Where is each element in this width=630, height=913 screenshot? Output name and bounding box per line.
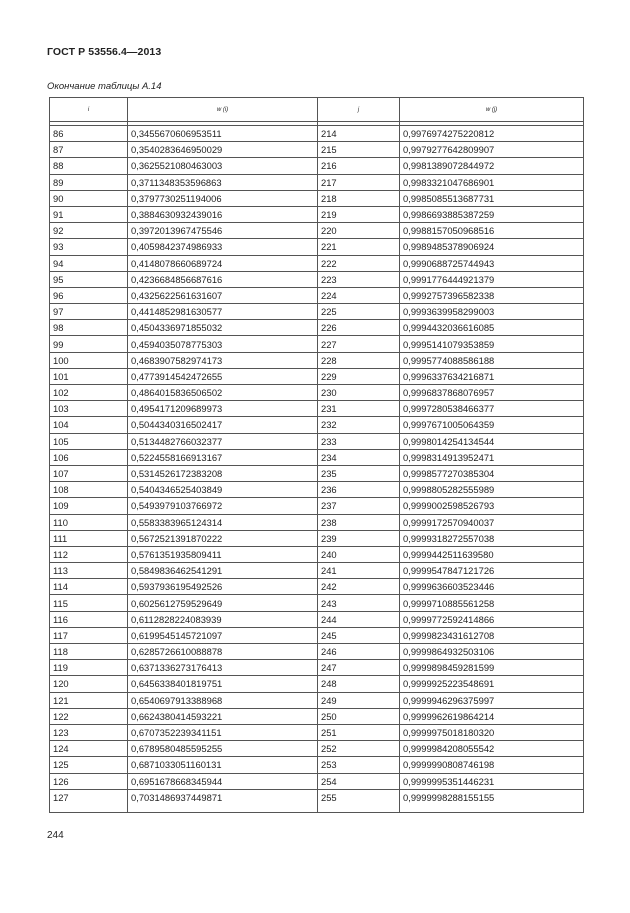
cell-wj: 0,9989485378906924 [400,239,584,255]
cell-i: 117 [50,627,128,643]
cell-wi: 0,3540283646950029 [128,142,318,158]
table-row [50,627,584,643]
cell-wj: 0,9999636603523446 [400,579,584,595]
cell-i: 86 [50,126,128,142]
table-row [50,433,584,449]
cell-wi: 0,3455670606953511 [128,126,318,142]
cell-j: 214 [318,126,400,142]
cell-i: 120 [50,676,128,692]
cell-j: 225 [318,304,400,320]
cell-wi: 0,4683907582974173 [128,352,318,368]
cell-i: 121 [50,692,128,708]
cell-j: 223 [318,271,400,287]
cell-i: 97 [50,304,128,320]
bottom-cell [50,808,128,813]
cell-wj: 0,9998577270385304 [400,465,584,481]
cell-wj: 0,9999946296375997 [400,692,584,708]
cell-wj: 0,9988157050968516 [400,223,584,239]
cell-wj: 0,9999975018180320 [400,724,584,740]
table-row [50,368,584,384]
cell-wj: 0,9996337634216871 [400,368,584,384]
cell-wj: 0,9998314913952471 [400,449,584,465]
cell-j: 234 [318,449,400,465]
cell-wi: 0,3797730251194006 [128,190,318,206]
table-row [50,239,584,255]
cell-wj: 0,9999898459281599 [400,660,584,676]
table-row [50,304,584,320]
cell-j: 239 [318,530,400,546]
cell-j: 242 [318,579,400,595]
cell-i: 104 [50,417,128,433]
cell-wj: 0,9999547847121726 [400,563,584,579]
table-row [50,223,584,239]
cell-j: 220 [318,223,400,239]
table-caption: Окончание таблицы А.14 [47,81,162,92]
cell-wi: 0,6456338401819751 [128,676,318,692]
table-row [50,142,584,158]
cell-i: 96 [50,287,128,303]
cell-wi: 0,3972013967475546 [128,223,318,239]
cell-wi: 0,5672521391870222 [128,530,318,546]
cell-wj: 0,9999710885561258 [400,595,584,611]
cell-j: 219 [318,206,400,222]
cell-j: 236 [318,482,400,498]
cell-wi: 0,5849836462541291 [128,563,318,579]
cell-j: 228 [318,352,400,368]
table-row [50,595,584,611]
table-row [50,271,584,287]
cell-wi: 0,5493979103766972 [128,498,318,514]
cell-wi: 0,6112828224083939 [128,611,318,627]
cell-i: 127 [50,789,128,808]
cell-wj: 0,9998014254134544 [400,433,584,449]
cell-wj: 0,9999172570940037 [400,514,584,530]
table-row [50,724,584,740]
cell-wj: 0,9991776444921379 [400,271,584,287]
table-row [50,320,584,336]
cell-i: 116 [50,611,128,627]
cell-i: 112 [50,546,128,562]
cell-wj: 0,9995141079353859 [400,336,584,352]
cell-wi: 0,4594035078775303 [128,336,318,352]
cell-j: 250 [318,708,400,724]
cell-j: 229 [318,368,400,384]
cell-wj: 0,9981389072844972 [400,158,584,174]
cell-wi: 0,4148078660689724 [128,255,318,271]
cell-wi: 0,5761351935809411 [128,546,318,562]
table-row [50,401,584,417]
cell-wj: 0,9999995351446231 [400,773,584,789]
table-row [50,676,584,692]
cell-wj: 0,9999823431612708 [400,627,584,643]
table-row [50,660,584,676]
cell-i: 108 [50,482,128,498]
cell-j: 249 [318,692,400,708]
cell-j: 215 [318,142,400,158]
table-row [50,789,584,808]
document-header: ГОСТ Р 53556.4—2013 [47,46,162,58]
cell-i: 87 [50,142,128,158]
column-header-j: j [318,98,400,122]
table-row [50,465,584,481]
cell-wj: 0,9999984208055542 [400,741,584,757]
cell-wi: 0,5937936195492526 [128,579,318,595]
cell-j: 246 [318,644,400,660]
table-row [50,417,584,433]
cell-wi: 0,6025612759529649 [128,595,318,611]
table-row [50,757,584,773]
cell-i: 89 [50,174,128,190]
bottom-cell [318,808,400,813]
cell-wi: 0,5134482766032377 [128,433,318,449]
cell-j: 240 [318,546,400,562]
cell-wi: 0,6707352239341151 [128,724,318,740]
table-row [50,708,584,724]
cell-wj: 0,9997671005064359 [400,417,584,433]
cell-j: 226 [318,320,400,336]
cell-j: 247 [318,660,400,676]
cell-j: 231 [318,401,400,417]
cell-wi: 0,7031486937449871 [128,789,318,808]
cell-i: 100 [50,352,128,368]
table-body [50,122,584,813]
table-row [50,287,584,303]
cell-i: 95 [50,271,128,287]
cell-wj: 0,9999962619864214 [400,708,584,724]
cell-i: 118 [50,644,128,660]
cell-j: 253 [318,757,400,773]
cell-wj: 0,9985085513687731 [400,190,584,206]
cell-i: 110 [50,514,128,530]
cell-wi: 0,3625521080463003 [128,158,318,174]
cell-wj: 0,9979277642809907 [400,142,584,158]
cell-wj: 0,9998805282555989 [400,482,584,498]
cell-j: 232 [318,417,400,433]
table-row [50,644,584,660]
cell-i: 126 [50,773,128,789]
cell-wi: 0,6871033051160131 [128,757,318,773]
cell-wi: 0,3884630932439016 [128,206,318,222]
table-row [50,255,584,271]
cell-i: 102 [50,385,128,401]
cell-i: 111 [50,530,128,546]
cell-wi: 0,6540697913388968 [128,692,318,708]
cell-wi: 0,4864015836506502 [128,385,318,401]
table-row [50,741,584,757]
cell-j: 251 [318,724,400,740]
cell-i: 124 [50,741,128,757]
cell-wj: 0,9999772592414866 [400,611,584,627]
cell-i: 123 [50,724,128,740]
table-bottom-row [50,808,584,813]
column-header-wi: w (i) [128,98,318,122]
table-row [50,385,584,401]
cell-wi: 0,4059842374986933 [128,239,318,255]
cell-j: 237 [318,498,400,514]
cell-i: 90 [50,190,128,206]
cell-wi: 0,4236684856687616 [128,271,318,287]
column-header-i: i [50,98,128,122]
cell-wi: 0,4414852981630577 [128,304,318,320]
cell-wj: 0,9999002598526793 [400,498,584,514]
table-row [50,546,584,562]
cell-j: 235 [318,465,400,481]
cell-j: 241 [318,563,400,579]
cell-i: 125 [50,757,128,773]
cell-i: 99 [50,336,128,352]
table-row [50,190,584,206]
cell-j: 252 [318,741,400,757]
cell-j: 217 [318,174,400,190]
cell-wi: 0,5404346525403849 [128,482,318,498]
cell-wi: 0,6624380414593221 [128,708,318,724]
cell-wi: 0,6371336273176413 [128,660,318,676]
cell-wj: 0,9986693885387259 [400,206,584,222]
table-row [50,563,584,579]
page-number: 244 [47,830,64,841]
cell-wi: 0,4954171209689973 [128,401,318,417]
cell-wj: 0,9983321047686901 [400,174,584,190]
cell-wj: 0,9999990808746198 [400,757,584,773]
cell-i: 101 [50,368,128,384]
cell-wi: 0,4773914542472655 [128,368,318,384]
cell-i: 88 [50,158,128,174]
cell-j: 243 [318,595,400,611]
cell-j: 221 [318,239,400,255]
cell-j: 238 [318,514,400,530]
cell-i: 107 [50,465,128,481]
cell-wj: 0,9990688725744943 [400,255,584,271]
cell-wj: 0,9999998288155155 [400,789,584,808]
cell-i: 94 [50,255,128,271]
cell-i: 92 [50,223,128,239]
table-row [50,352,584,368]
cell-i: 115 [50,595,128,611]
cell-wi: 0,6951678668345944 [128,773,318,789]
cell-j: 224 [318,287,400,303]
table-header-row [50,98,584,122]
table-row [50,692,584,708]
data-table [49,97,584,813]
cell-j: 222 [318,255,400,271]
table-row [50,579,584,595]
table-row [50,174,584,190]
table-row [50,514,584,530]
cell-wj: 0,9976974275220812 [400,126,584,142]
cell-wi: 0,6789580485595255 [128,741,318,757]
cell-wj: 0,9994432036616085 [400,320,584,336]
table-row [50,611,584,627]
cell-j: 233 [318,433,400,449]
cell-i: 114 [50,579,128,595]
table-row [50,530,584,546]
table-row [50,482,584,498]
cell-j: 254 [318,773,400,789]
cell-wj: 0,9993639958299003 [400,304,584,320]
cell-j: 216 [318,158,400,174]
cell-i: 119 [50,660,128,676]
bottom-cell [400,808,584,813]
cell-i: 98 [50,320,128,336]
cell-j: 244 [318,611,400,627]
table-row [50,449,584,465]
cell-wj: 0,9999318272557038 [400,530,584,546]
cell-i: 113 [50,563,128,579]
cell-i: 106 [50,449,128,465]
cell-wj: 0,9996837868076957 [400,385,584,401]
cell-wj: 0,9995774088586188 [400,352,584,368]
table-row [50,126,584,142]
cell-wi: 0,5583383965124314 [128,514,318,530]
cell-wj: 0,9997280538466377 [400,401,584,417]
cell-i: 93 [50,239,128,255]
table-row [50,498,584,514]
cell-wi: 0,4504336971855032 [128,320,318,336]
cell-i: 122 [50,708,128,724]
cell-j: 230 [318,385,400,401]
cell-wj: 0,9992757396582338 [400,287,584,303]
bottom-cell [128,808,318,813]
cell-wj: 0,9999442511639580 [400,546,584,562]
cell-wj: 0,9999925223548691 [400,676,584,692]
column-header-wj: w (j) [400,98,584,122]
cell-wi: 0,3711348353596863 [128,174,318,190]
cell-wi: 0,6285726610088878 [128,644,318,660]
cell-i: 103 [50,401,128,417]
cell-wi: 0,6199545145721097 [128,627,318,643]
cell-j: 245 [318,627,400,643]
cell-wi: 0,5044340316502417 [128,417,318,433]
cell-wj: 0,9999864932503106 [400,644,584,660]
cell-i: 105 [50,433,128,449]
cell-j: 255 [318,789,400,808]
cell-wi: 0,5314526172383208 [128,465,318,481]
cell-i: 109 [50,498,128,514]
cell-i: 91 [50,206,128,222]
cell-wi: 0,4325622561631607 [128,287,318,303]
cell-wi: 0,5224558166913167 [128,449,318,465]
cell-j: 227 [318,336,400,352]
cell-j: 248 [318,676,400,692]
table-row [50,773,584,789]
table-row [50,158,584,174]
cell-j: 218 [318,190,400,206]
table-row [50,206,584,222]
table-row [50,336,584,352]
